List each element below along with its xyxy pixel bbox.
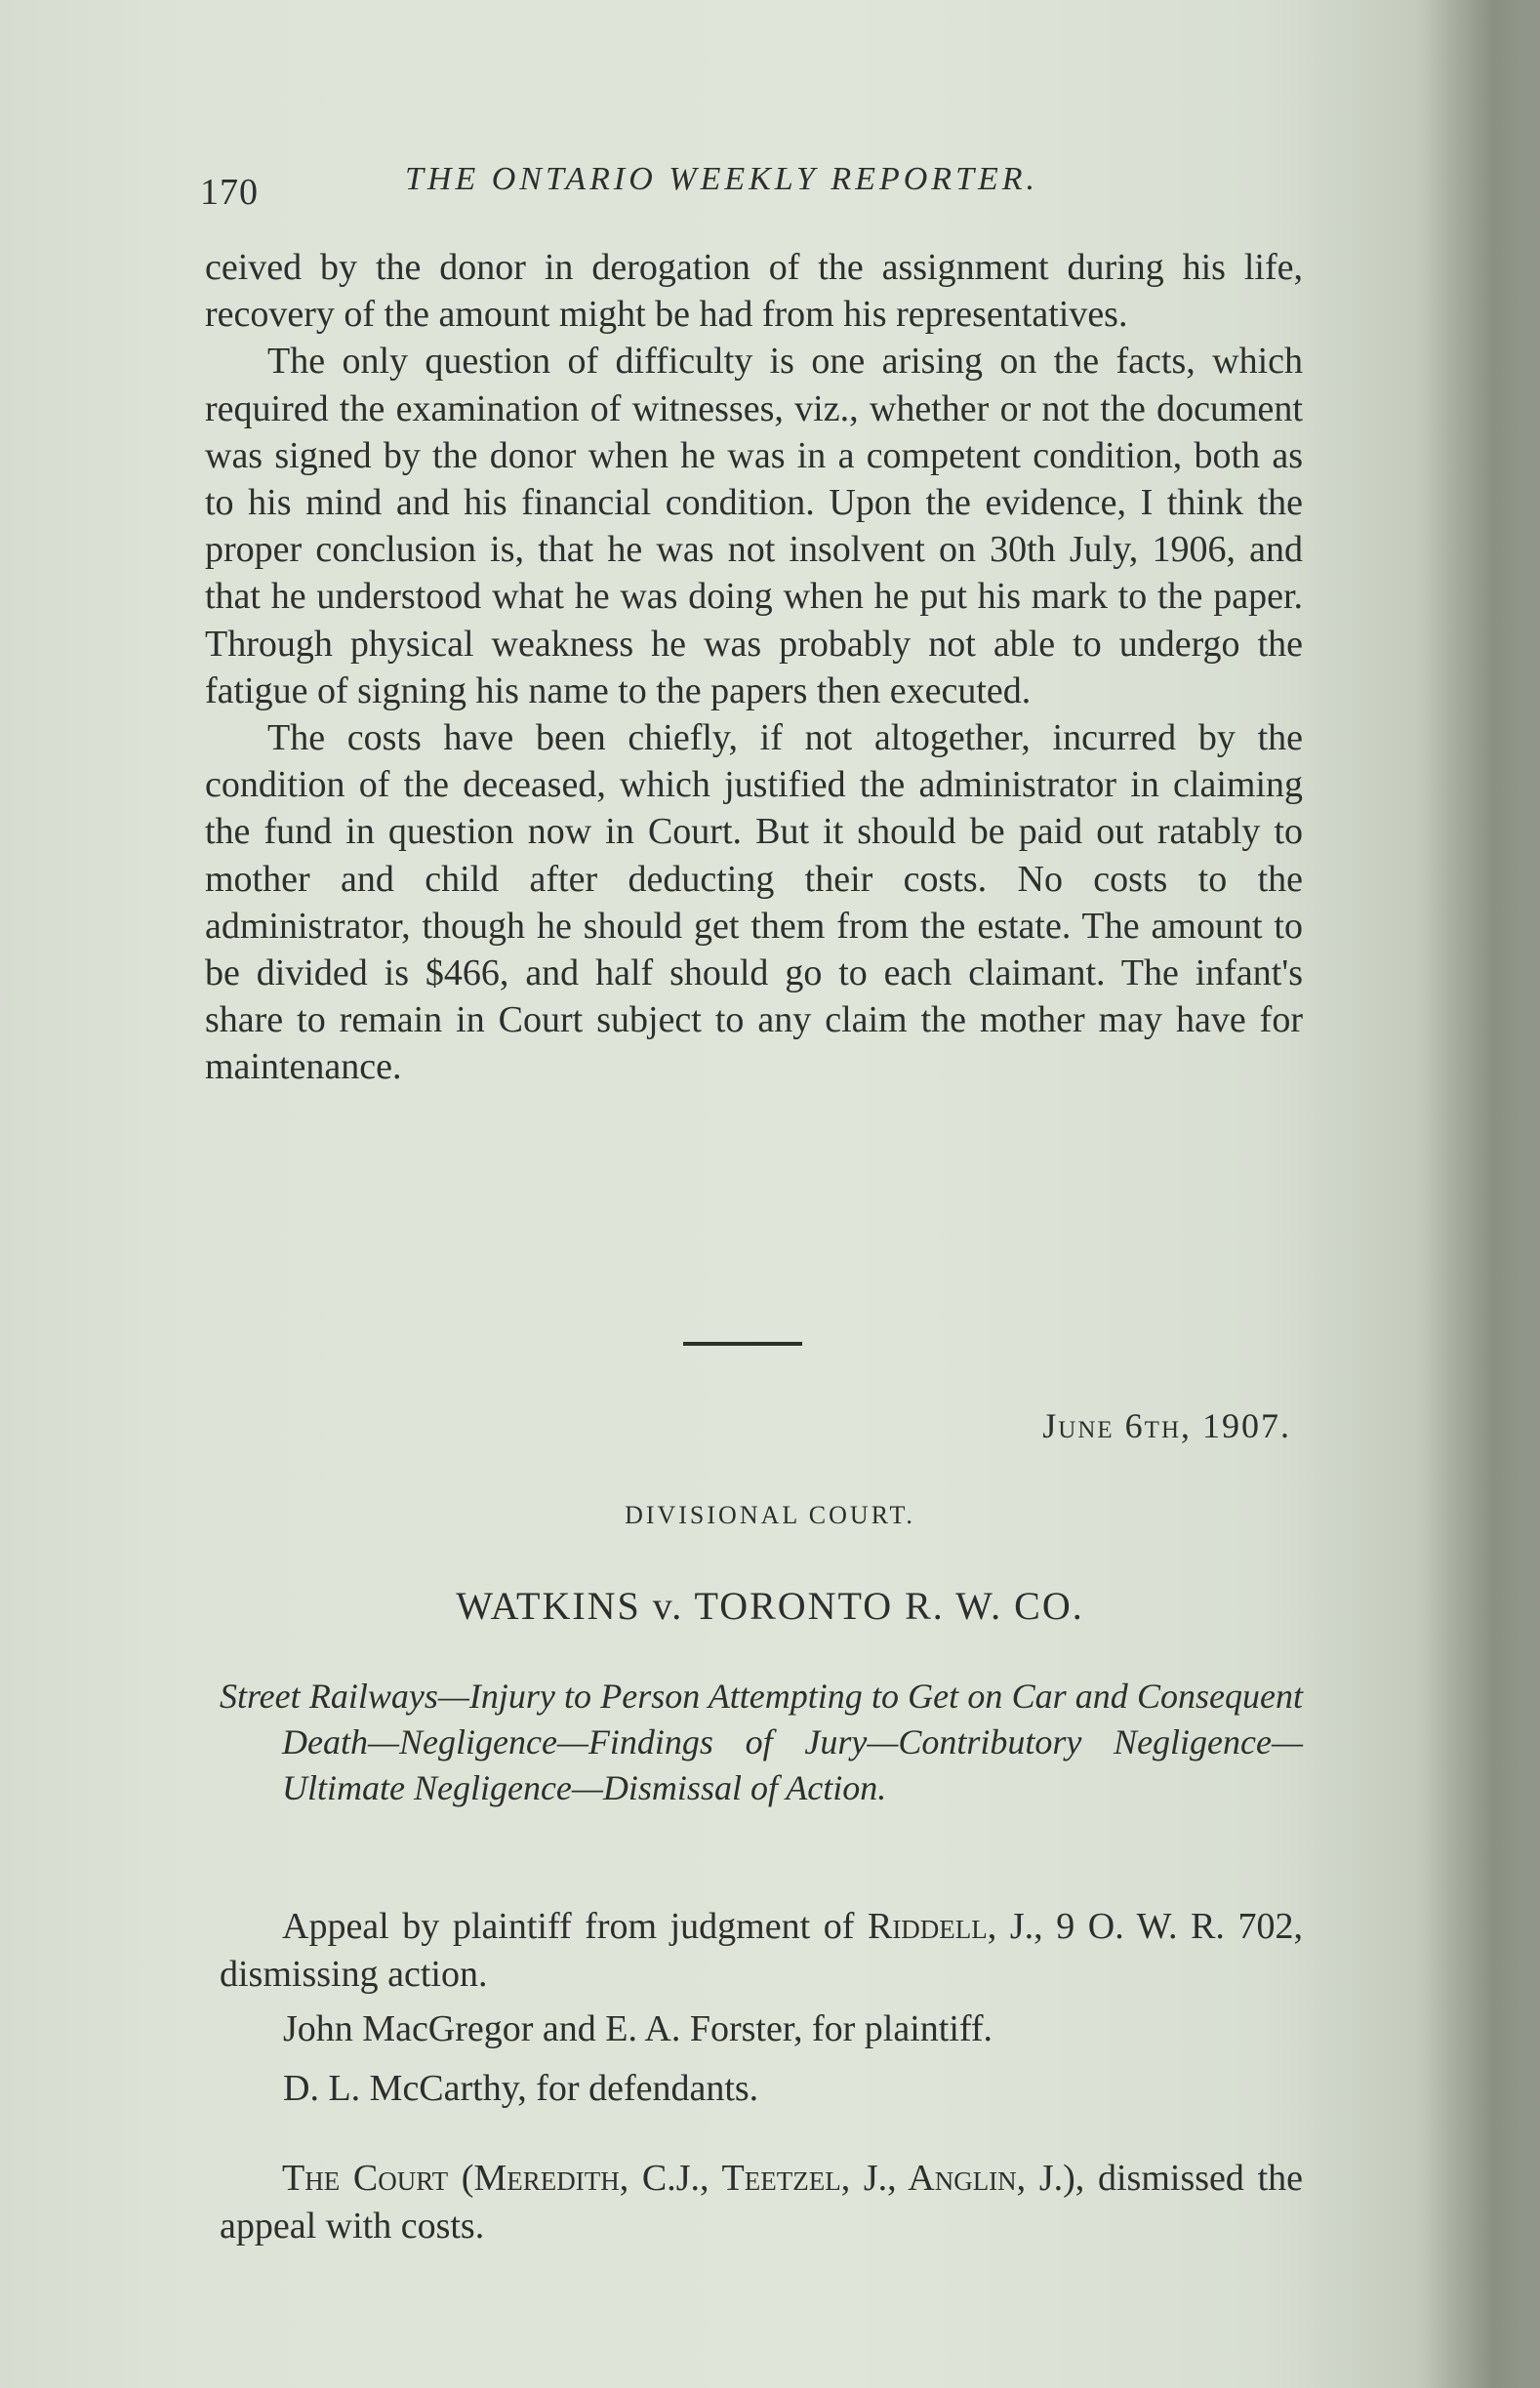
running-head: THE ONTARIO WEEKLY REPORTER.	[405, 161, 1039, 197]
page-header	[200, 161, 1303, 220]
judgment-text: , dismissed the appeal with costs.	[220, 2158, 1303, 2246]
appeal-statement	[220, 1903, 1303, 1999]
appeal-text-after: , 9 O. W. R. 702, dismissing action.	[220, 1906, 1304, 1995]
paragraph-continuation: ceived by the donor in derogation of the assignment during his life, recovery of the amount might be had from his representatives.	[205, 247, 1303, 336]
court-name: DIVISIONAL COURT.	[625, 1501, 915, 1529]
page-number: 170	[200, 172, 259, 213]
counsel-defendants: D. L. McCarthy, for defendants.	[283, 2068, 759, 2109]
paragraph-question-of-difficulty: The only question of difficulty is one arising on the facts, which required the examination of witnesses, viz., whether or not the document was signed by the donor when he was in a competent condition, both as to his mind and his financial condition. Upon the evidence, I think the proper conclusion is, that he was not insolvent on 30th July, 1906, and that he understood what he was doing when he put his mark to the paper. Through physical weakness he was probably not able to undergo the fatigue of signing his name to the papers then executed.	[205, 341, 1303, 711]
case-headnote: Street Railways—Injury to Person Attempting to Get on Car and Consequent Death—Negligence—Findings of Jury—Contributory Negligence—Ultimate Negligence—Dismissal of Action.	[220, 1677, 1303, 1807]
section-divider	[683, 1342, 802, 1346]
counsel-plaintiff: John MacGregor and E. A. Forster, for plaintiff.	[283, 2008, 993, 2049]
appeal-judge: Riddell, J.	[867, 1906, 1034, 1947]
judgment-judges: (Meredith, C.J., Teetzel, J., Anglin, J.)	[461, 2158, 1075, 2199]
judgment-statement	[220, 2155, 1303, 2250]
page-edge-shadow	[1423, 0, 1540, 2388]
case-title: WATKINS v. TORONTO R. W. CO.	[456, 1584, 1084, 1628]
paragraph-costs: The costs have been chiefly, if not altogether, incurred by the condition of the deceased, which justified the administrator in claiming the fund in question now in Court. But it should be paid out ratably to mother and child after deducting their costs. No costs to the administrator, though he should get them from the estate. The amount to be divided is $466, and half should go to each claimant. The infant's share to remain in Court subject to any claim the mother may have for maintenance.	[205, 717, 1303, 1088]
case-date: June 6th, 1907.	[1042, 1406, 1291, 1445]
appeal-text-before: Appeal by plaintiff from judgment of	[282, 1906, 868, 1947]
previous-judgment-text	[205, 244, 1303, 1091]
judgment-court-label: The Court	[282, 2158, 449, 2199]
